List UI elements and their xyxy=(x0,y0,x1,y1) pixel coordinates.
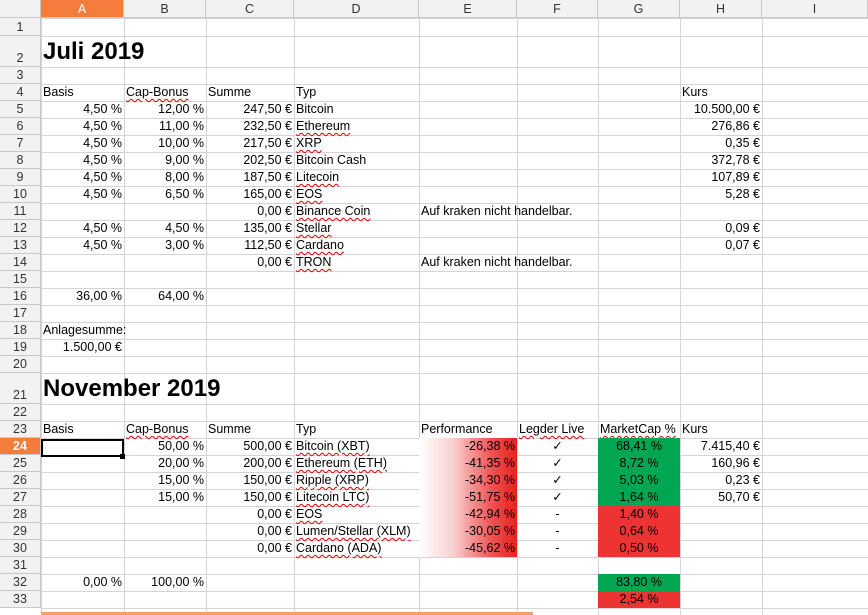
row-header-31[interactable]: 31 xyxy=(0,557,41,574)
cell-text: 107,89 € xyxy=(711,170,760,184)
cell-b12[interactable] xyxy=(124,220,206,237)
cell-text: 187,50 € xyxy=(243,170,292,184)
cell-h10[interactable] xyxy=(680,186,762,203)
cell-text: 64,00 % xyxy=(158,289,204,303)
cell-text: 4,50 % xyxy=(83,170,122,184)
cell-h28[interactable] xyxy=(680,506,762,523)
cell-text: 0,00 € xyxy=(257,507,292,521)
cell-c27[interactable] xyxy=(206,489,294,506)
cell-d14[interactable] xyxy=(294,254,419,271)
cell-b24[interactable] xyxy=(124,438,206,455)
marketcap-total-red[interactable] xyxy=(598,591,680,608)
performance-cell[interactable] xyxy=(419,438,517,455)
cell-c9[interactable] xyxy=(206,169,294,186)
cell-text: 11,00 % xyxy=(159,119,204,133)
cell-a30[interactable] xyxy=(41,540,124,557)
marketcap-cell[interactable] xyxy=(598,506,680,523)
cell-d12[interactable] xyxy=(294,220,419,237)
cell-text: 10.500,00 € xyxy=(693,102,760,116)
cell-text: Anlagesumme: xyxy=(43,323,127,337)
cell-d29[interactable] xyxy=(294,523,419,540)
cell-c29[interactable] xyxy=(206,523,294,540)
cell-c25[interactable] xyxy=(206,455,294,472)
performance-cell[interactable] xyxy=(419,523,517,540)
cell-text: 4,50 % xyxy=(83,187,122,201)
cell-a32[interactable] xyxy=(41,574,124,591)
row-header-20[interactable]: 20 xyxy=(0,356,41,373)
cell-text: 10,00 % xyxy=(158,136,204,150)
cell-text: 0,35 € xyxy=(725,136,760,150)
cell-text: 4,50 % xyxy=(83,238,122,252)
performance-cell[interactable] xyxy=(419,455,517,472)
cell-b30[interactable] xyxy=(124,540,206,557)
cell-text: -51,75 % xyxy=(464,490,515,504)
marketcap-cell[interactable] xyxy=(598,523,680,540)
cell-c12[interactable] xyxy=(206,220,294,237)
cell-h9[interactable] xyxy=(680,169,762,186)
cell-text: Auf kraken nicht handelbar. xyxy=(421,255,573,269)
cell-text: 0,00 € xyxy=(257,204,292,218)
cell-text: 112,50 € xyxy=(244,238,292,252)
cell-text: 165,00 € xyxy=(243,187,292,201)
cell-text: 15,00 % xyxy=(158,473,204,487)
cell-a8[interactable] xyxy=(41,152,124,169)
header-kurs[interactable] xyxy=(680,421,762,438)
cell-a25[interactable] xyxy=(41,455,124,472)
cell-a11[interactable] xyxy=(41,203,124,220)
section-title-november[interactable] xyxy=(41,373,294,404)
marketcap-cell[interactable] xyxy=(598,489,680,506)
cell-a19[interactable] xyxy=(41,339,124,356)
legder-live-cell[interactable] xyxy=(517,489,598,506)
cell-text: 8,72 % xyxy=(619,456,659,470)
cell-text: 0,00 % xyxy=(83,575,122,589)
cell-a6[interactable] xyxy=(41,118,124,135)
cell-text: EOS xyxy=(296,507,323,521)
row-header-18[interactable]: 18 xyxy=(0,322,41,339)
cell-text: 200,00 € xyxy=(243,456,292,470)
cell-c13[interactable] xyxy=(206,237,294,254)
row-header-13[interactable]: 13 xyxy=(0,237,41,254)
row-header-10[interactable]: 10 xyxy=(0,186,41,203)
cell-text: 202,50 € xyxy=(243,153,292,167)
legder-live-cell[interactable] xyxy=(517,540,598,557)
active-cell-cursor xyxy=(41,439,124,457)
cell-b11[interactable] xyxy=(124,203,206,220)
cell-text: EOS xyxy=(296,187,323,201)
cell-c11[interactable] xyxy=(206,203,294,220)
row-header-12[interactable]: 12 xyxy=(0,220,41,237)
cell-h14[interactable] xyxy=(680,254,762,271)
row-header-9[interactable]: 9 xyxy=(0,169,41,186)
cell-text: 50,70 € xyxy=(718,490,760,504)
cell-text: -30,05 % xyxy=(464,524,515,538)
header-summe[interactable] xyxy=(206,84,294,101)
header-cap-bonus[interactable] xyxy=(124,421,206,438)
cell-b10[interactable] xyxy=(124,186,206,203)
marketcap-cell[interactable] xyxy=(598,472,680,489)
cell-b5[interactable] xyxy=(124,101,206,118)
cell-text: Ethereum (ETH) xyxy=(296,456,387,470)
row-header-24[interactable]: 24 xyxy=(0,438,41,455)
header-marketcap[interactable] xyxy=(598,421,680,438)
cell-c14[interactable] xyxy=(206,254,294,271)
row-header-14[interactable]: 14 xyxy=(0,254,41,271)
cell-text: Bitcoin xyxy=(296,102,334,116)
row-header-27[interactable]: 27 xyxy=(0,489,41,506)
cell-c8[interactable] xyxy=(206,152,294,169)
cell-text: Litecoin LTC) xyxy=(296,490,370,504)
cell-text: 0,00 € xyxy=(257,541,292,555)
cell-text: 6,50 % xyxy=(165,187,204,201)
cell-h26[interactable] xyxy=(680,472,762,489)
cell-c10[interactable] xyxy=(206,186,294,203)
cell-text: Cardano xyxy=(296,238,344,252)
performance-cell[interactable] xyxy=(419,506,517,523)
cell-text: ✓ xyxy=(552,490,563,504)
cell-a9[interactable] xyxy=(41,169,124,186)
cell-text: 372,78 € xyxy=(711,153,760,167)
cell-text: 0,00 € xyxy=(257,255,292,269)
cell-text: 15,00 % xyxy=(158,490,204,504)
cell-h25[interactable] xyxy=(680,455,762,472)
cell-d30[interactable] xyxy=(294,540,419,557)
cell-text: Basis xyxy=(43,85,74,99)
row-header-11[interactable]: 11 xyxy=(0,203,41,220)
cell-d5[interactable] xyxy=(294,101,419,118)
cell-text: 4,50 % xyxy=(83,136,122,150)
cell-text: 4,50 % xyxy=(83,119,122,133)
cell-text: 1.500,00 € xyxy=(62,340,122,354)
row-header-7[interactable]: 7 xyxy=(0,135,41,152)
cell-text: Stellar xyxy=(296,221,332,235)
fill-handle[interactable] xyxy=(120,454,125,459)
column-header-g[interactable]: G xyxy=(598,0,680,18)
cell-a12[interactable] xyxy=(41,220,124,237)
cell-text: 83,80 % xyxy=(616,575,662,589)
cell-text: 150,00 € xyxy=(243,473,292,487)
row-header-25[interactable]: 25 xyxy=(0,455,41,472)
row-header-4[interactable]: 4 xyxy=(0,84,41,101)
cell-a29[interactable] xyxy=(41,523,124,540)
cell-a27[interactable] xyxy=(41,489,124,506)
cell-text: 232,50 € xyxy=(243,119,292,133)
cell-text: 12,00 % xyxy=(158,102,204,116)
row-header-29[interactable]: 29 xyxy=(0,523,41,540)
cell-text: Bitcoin Cash xyxy=(296,153,367,167)
cell-text: Basis xyxy=(43,422,74,436)
cell-text: 2,54 % xyxy=(619,592,659,606)
cell-d28[interactable] xyxy=(294,506,419,523)
cell-text: Litecoin xyxy=(296,170,340,184)
legder-live-cell[interactable] xyxy=(517,438,598,455)
cell-text: ✓ xyxy=(552,439,563,453)
select-all-corner[interactable] xyxy=(0,0,41,18)
cell-text: - xyxy=(555,507,560,521)
cell-text: TRON xyxy=(296,255,332,269)
header-legder-live[interactable] xyxy=(517,421,598,438)
cell-text: 1,40 % xyxy=(619,507,659,521)
marketcap-total-green[interactable] xyxy=(598,574,680,591)
column-header-d[interactable]: D xyxy=(294,0,419,18)
cell-text: Bitcoin (XBT) xyxy=(296,439,370,453)
cell-text: 50,00 % xyxy=(158,439,204,453)
cell-h5[interactable] xyxy=(680,101,762,118)
cell-text: XRP xyxy=(296,136,322,150)
cell-b16[interactable] xyxy=(124,288,206,305)
cell-text: 4,50 % xyxy=(83,153,122,167)
cell-text: 20,00 % xyxy=(158,456,204,470)
cell-text: 500,00 € xyxy=(243,439,292,453)
cell-text: -45,62 % xyxy=(464,541,515,555)
cell-text: Juli 2019 xyxy=(43,38,145,65)
cell-text: ✓ xyxy=(552,473,563,487)
cell-d6[interactable] xyxy=(294,118,419,135)
cell-d27[interactable] xyxy=(294,489,419,506)
cell-text: Auf kraken nicht handelbar. xyxy=(421,204,573,218)
cell-a26[interactable] xyxy=(41,472,124,489)
cell-text: 4,50 % xyxy=(165,221,204,235)
header-performance[interactable] xyxy=(419,421,517,438)
performance-cell[interactable] xyxy=(419,489,517,506)
cell-text: 7.415,40 € xyxy=(700,439,760,453)
cell-b6[interactable] xyxy=(124,118,206,135)
cell-h29[interactable] xyxy=(680,523,762,540)
cell-d26[interactable] xyxy=(294,472,419,489)
cell-b7[interactable] xyxy=(124,135,206,152)
row-header-2[interactable]: 2 xyxy=(0,36,41,67)
cell-text: -26,38 % xyxy=(464,439,515,453)
cell-a5[interactable] xyxy=(41,101,124,118)
legder-live-cell[interactable] xyxy=(517,523,598,540)
cell-d13[interactable] xyxy=(294,237,419,254)
cell-text: 0,64 % xyxy=(619,524,659,538)
cell-d25[interactable] xyxy=(294,455,419,472)
column-header-c[interactable]: C xyxy=(206,0,294,18)
cell-c6[interactable] xyxy=(206,118,294,135)
cell-text: 5,28 € xyxy=(725,187,760,201)
row-header-30[interactable]: 30 xyxy=(0,540,41,557)
row-header-22[interactable]: 22 xyxy=(0,404,41,421)
cell-text: 135,00 € xyxy=(243,221,292,235)
cell-text: Lumen/Stellar (XLM) xyxy=(296,524,411,538)
marketcap-cell[interactable] xyxy=(598,455,680,472)
cell-c5[interactable] xyxy=(206,101,294,118)
cell-c24[interactable] xyxy=(206,438,294,455)
cell-b29[interactable] xyxy=(124,523,206,540)
cell-a10[interactable] xyxy=(41,186,124,203)
cell-c30[interactable] xyxy=(206,540,294,557)
cell-c26[interactable] xyxy=(206,472,294,489)
row-header-8[interactable]: 8 xyxy=(0,152,41,169)
cell-text: Binance Coin xyxy=(296,204,371,218)
cell-b26[interactable] xyxy=(124,472,206,489)
cell-h13[interactable] xyxy=(680,237,762,254)
cell-text: Cap-Bonus xyxy=(126,85,189,99)
cell-text: ✓ xyxy=(552,456,563,470)
cell-text: MarketCap % xyxy=(600,422,676,436)
section-title-juli[interactable] xyxy=(41,36,294,67)
row-header-19[interactable]: 19 xyxy=(0,339,41,356)
cell-text: 276,86 € xyxy=(711,119,760,133)
cell-text: 9,00 % xyxy=(165,153,204,167)
column-header-h[interactable]: H xyxy=(680,0,762,18)
cell-a14[interactable] xyxy=(41,254,124,271)
row-header-17[interactable]: 17 xyxy=(0,305,41,322)
cell-b28[interactable] xyxy=(124,506,206,523)
cell-text: 36,00 % xyxy=(76,289,122,303)
header-cap-bonus[interactable] xyxy=(124,84,206,101)
cell-text: 0,07 € xyxy=(725,238,760,252)
cell-b13[interactable] xyxy=(124,237,206,254)
marketcap-cell[interactable] xyxy=(598,438,680,455)
cell-text: 5,03 % xyxy=(619,473,659,487)
cell-b8[interactable] xyxy=(124,152,206,169)
row-header-15[interactable]: 15 xyxy=(0,271,41,288)
cell-h11[interactable] xyxy=(680,203,762,220)
cell-h6[interactable] xyxy=(680,118,762,135)
cell-e11[interactable] xyxy=(419,203,680,220)
cell-text: Kurs xyxy=(682,422,708,436)
header-summe[interactable] xyxy=(206,421,294,438)
cell-text: 100,00 % xyxy=(151,575,204,589)
cell-text: Legder Live xyxy=(519,422,585,436)
column-header-a[interactable]: A xyxy=(41,0,124,18)
header-basis[interactable] xyxy=(41,84,124,101)
cell-text: November 2019 xyxy=(43,375,221,402)
cell-text: - xyxy=(555,541,560,555)
cell-text: 160,96 € xyxy=(711,456,760,470)
row-header-16[interactable]: 16 xyxy=(0,288,41,305)
header-basis[interactable] xyxy=(41,421,124,438)
column-header-e[interactable]: E xyxy=(419,0,517,18)
cell-h12[interactable] xyxy=(680,220,762,237)
header-kurs[interactable] xyxy=(680,84,762,101)
cell-d7[interactable] xyxy=(294,135,419,152)
cell-text: Ripple (XRP) xyxy=(296,473,369,487)
cell-text: 247,50 € xyxy=(243,102,292,116)
cell-text: Kurs xyxy=(682,85,708,99)
legder-live-cell[interactable] xyxy=(517,506,598,523)
cell-text: 8,00 % xyxy=(165,170,204,184)
legder-live-cell[interactable] xyxy=(517,455,598,472)
cell-text: Typ xyxy=(296,85,317,99)
cell-h7[interactable] xyxy=(680,135,762,152)
cell-text: -42,94 % xyxy=(464,507,515,521)
cell-c28[interactable] xyxy=(206,506,294,523)
row-header-28[interactable]: 28 xyxy=(0,506,41,523)
cell-c7[interactable] xyxy=(206,135,294,152)
cell-h30[interactable] xyxy=(680,540,762,557)
cell-text: -41,35 % xyxy=(464,456,515,470)
legder-live-cell[interactable] xyxy=(517,472,598,489)
row-header-33[interactable]: 33 xyxy=(0,591,41,608)
cell-a18[interactable] xyxy=(41,322,206,339)
cell-text: 4,50 % xyxy=(83,221,122,235)
cell-text: Typ xyxy=(296,422,317,436)
cell-a13[interactable] xyxy=(41,237,124,254)
cell-h27[interactable] xyxy=(680,489,762,506)
performance-cell[interactable] xyxy=(419,472,517,489)
cell-b25[interactable] xyxy=(124,455,206,472)
cell-h24[interactable] xyxy=(680,438,762,455)
cell-text: Ethereum xyxy=(296,119,351,133)
cell-d11[interactable] xyxy=(294,203,419,220)
cell-text: 0,23 € xyxy=(725,473,760,487)
cell-text: 4,50 % xyxy=(83,102,122,116)
cell-text: Cardano (ADA) xyxy=(296,541,382,555)
cell-d24[interactable] xyxy=(294,438,419,455)
cell-b9[interactable] xyxy=(124,169,206,186)
row-header-32[interactable]: 32 xyxy=(0,574,41,591)
cell-text: Summe xyxy=(208,422,252,436)
cell-b14[interactable] xyxy=(124,254,206,271)
row-header-5[interactable]: 5 xyxy=(0,101,41,118)
column-header-i[interactable]: I xyxy=(762,0,868,18)
cell-b27[interactable] xyxy=(124,489,206,506)
cell-a7[interactable] xyxy=(41,135,124,152)
row-header-1[interactable]: 1 xyxy=(0,18,41,36)
cell-text: 0,00 € xyxy=(257,524,292,538)
cell-text: Cap-Bonus xyxy=(126,422,189,436)
cell-text: 1,64 % xyxy=(619,490,659,504)
header-typ[interactable] xyxy=(294,421,419,438)
cell-e14[interactable] xyxy=(419,254,680,271)
cell-text: Summe xyxy=(208,85,252,99)
cell-text: 0,09 € xyxy=(725,221,760,235)
column-header-f[interactable]: F xyxy=(517,0,598,18)
row-header-21[interactable]: 21 xyxy=(0,373,41,404)
row-header-3[interactable]: 3 xyxy=(0,67,41,84)
marketcap-cell[interactable] xyxy=(598,540,680,557)
row-header-26[interactable]: 26 xyxy=(0,472,41,489)
cell-d10[interactable] xyxy=(294,186,419,203)
cell-text: - xyxy=(555,524,560,538)
cell-text: -34,30 % xyxy=(464,473,515,487)
row-header-23[interactable]: 23 xyxy=(0,421,41,438)
cell-d8[interactable] xyxy=(294,152,419,169)
row-header-6[interactable]: 6 xyxy=(0,118,41,135)
cell-text: 68,41 % xyxy=(616,439,662,453)
cell-text: 150,00 € xyxy=(243,490,292,504)
cell-d9[interactable] xyxy=(294,169,419,186)
cell-text: 0,50 % xyxy=(619,541,659,555)
cell-text: Performance xyxy=(421,422,493,436)
cell-text: 217,50 € xyxy=(243,136,292,150)
performance-cell[interactable] xyxy=(419,540,517,557)
cell-text: 3,00 % xyxy=(165,238,204,252)
cell-h8[interactable] xyxy=(680,152,762,169)
header-typ[interactable] xyxy=(294,84,419,101)
cell-a16[interactable] xyxy=(41,288,124,305)
cell-b32[interactable] xyxy=(124,574,206,591)
cell-a28[interactable] xyxy=(41,506,124,523)
column-header-b[interactable]: B xyxy=(124,0,206,18)
